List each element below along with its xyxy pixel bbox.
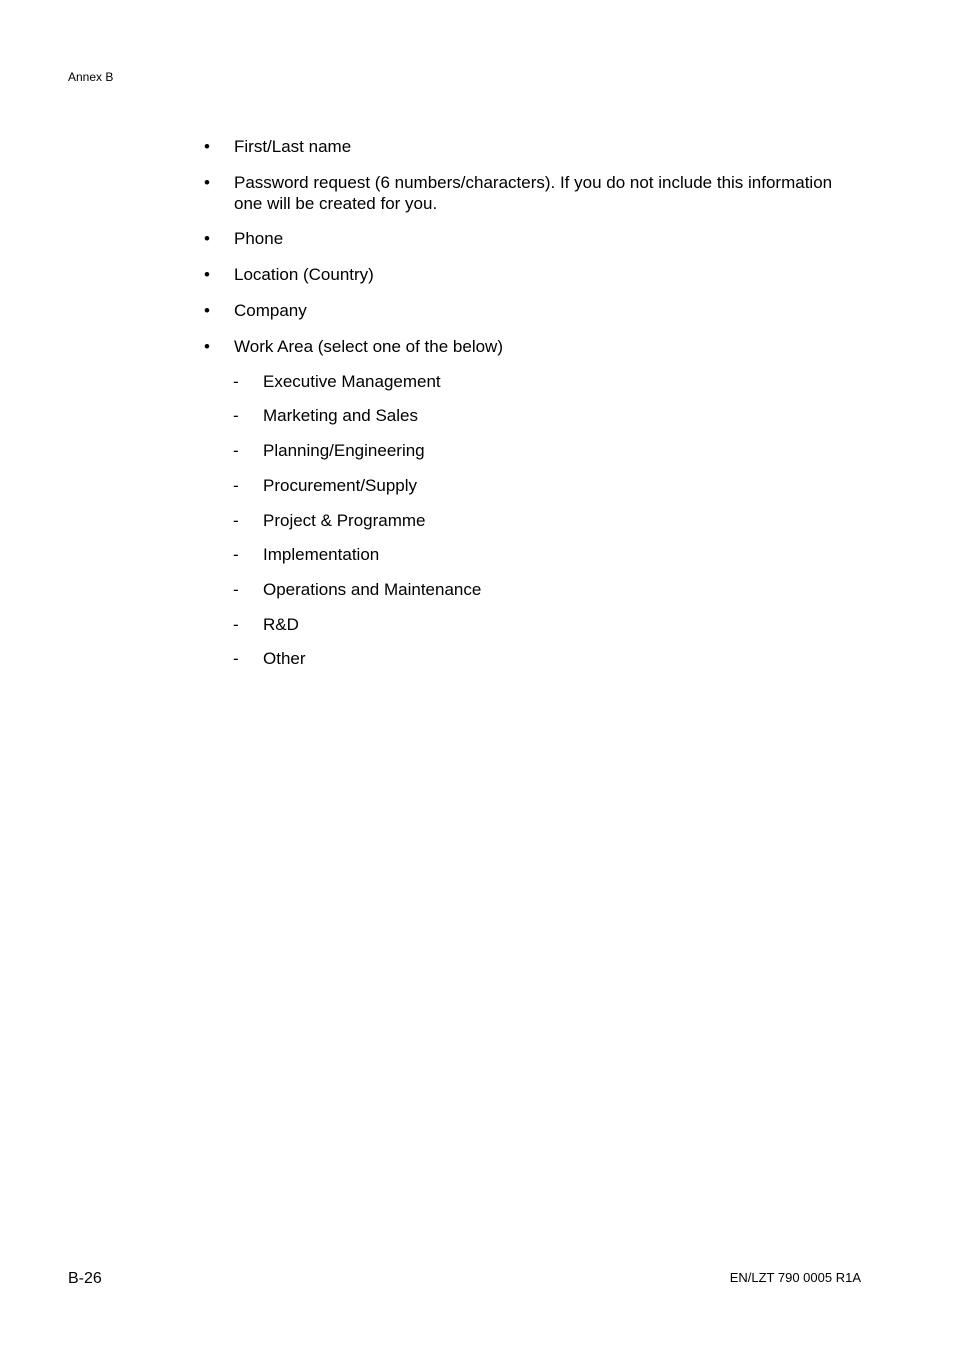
list-item-text: Password request (6 numbers/characters). If you do not include this information one will be created for you. xyxy=(234,173,833,213)
dash-marker: - xyxy=(233,615,239,634)
dash-marker: - xyxy=(233,649,239,668)
list-item xyxy=(204,136,864,157)
sublist-item-text: Planning/Engineering xyxy=(263,441,425,460)
sublist-item xyxy=(233,579,481,600)
bullet-icon: • xyxy=(204,337,210,356)
list-item xyxy=(204,172,864,214)
list-item xyxy=(204,336,864,357)
sublist-item-text: Operations and Maintenance xyxy=(263,580,482,599)
sublist-item xyxy=(233,544,379,565)
sublist-item xyxy=(233,648,306,669)
sublist-item-text: Implementation xyxy=(263,545,380,564)
bullet-icon: • xyxy=(204,137,210,156)
page-number: B-26 xyxy=(68,1270,102,1287)
bullet-icon: • xyxy=(204,229,210,248)
sublist-item-text: R&D xyxy=(263,615,299,634)
sublist-item xyxy=(233,371,441,392)
dash-marker: - xyxy=(233,511,239,530)
running-header: Annex B xyxy=(68,70,114,84)
sublist-item xyxy=(233,475,417,496)
sublist-item-text: Project & Programme xyxy=(263,511,426,530)
bullet-icon: • xyxy=(204,173,210,192)
sublist-item-text: Procurement/Supply xyxy=(263,476,418,495)
sublist-item xyxy=(233,510,426,531)
list-item xyxy=(204,300,864,321)
document-id: EN/LZT 790 0005 R1A xyxy=(729,1270,861,1285)
list-item-text: First/Last name xyxy=(234,137,352,156)
list-item-text: Work Area (select one of the below) xyxy=(234,337,503,356)
dash-marker: - xyxy=(233,580,239,599)
dash-marker: - xyxy=(233,545,239,564)
list-item xyxy=(204,264,864,285)
bullet-icon: • xyxy=(204,301,210,320)
sublist-item xyxy=(233,614,299,635)
list-item xyxy=(204,228,864,249)
dash-marker: - xyxy=(233,441,239,460)
list-item-text: Company xyxy=(234,301,307,320)
dash-marker: - xyxy=(233,372,239,391)
sublist-item-text: Marketing and Sales xyxy=(263,406,418,425)
dash-marker: - xyxy=(233,476,239,495)
bullet-icon: • xyxy=(204,265,210,284)
sublist-item-text: Other xyxy=(263,649,306,668)
sublist-item-text: Executive Management xyxy=(263,372,441,391)
sublist-item xyxy=(233,405,418,426)
list-item-text: Phone xyxy=(234,229,284,248)
dash-marker: - xyxy=(233,406,239,425)
list-item-text: Location (Country) xyxy=(234,265,374,284)
sublist-item xyxy=(233,440,425,461)
